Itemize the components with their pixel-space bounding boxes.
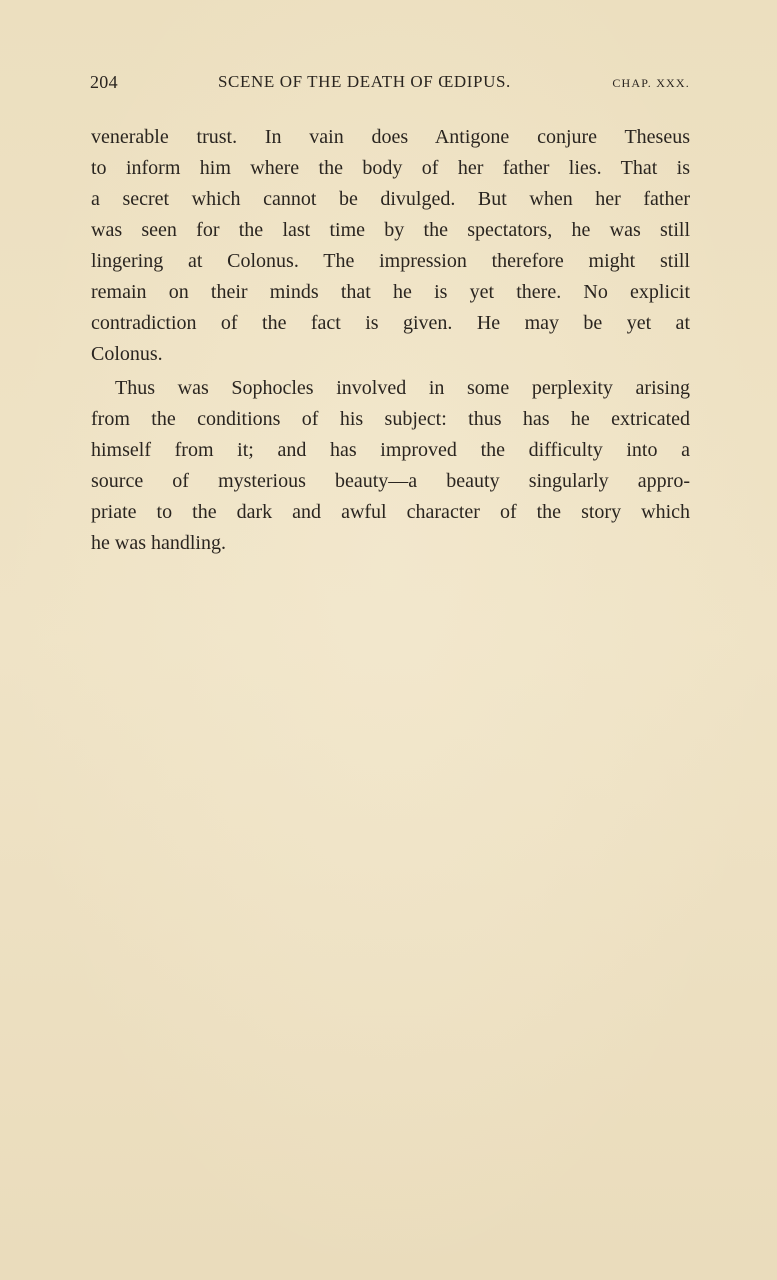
text-line: he was handling. <box>91 532 226 554</box>
paragraph <box>91 373 690 559</box>
text-line: was seen for the last time by the spectators, he was still <box>91 219 690 241</box>
text-line: a secret which cannot be divulged. But when her father <box>91 188 690 210</box>
text-line: source of mysterious beauty—a beauty singularly appro- <box>91 470 690 492</box>
chapter-label: CHAP. XXX. <box>612 76 690 90</box>
page-number: 204 <box>90 72 118 92</box>
text-line: lingering at Colonus. The impression therefore might still <box>91 250 690 272</box>
text-line: Thus was Sophocles involved in some perplexity arising <box>115 377 690 399</box>
running-title: SCENE OF THE DEATH OF ŒDIPUS. <box>218 72 511 91</box>
text-line: Colonus. <box>91 343 163 365</box>
text-line: contradiction of the fact is given. He may be yet at <box>91 312 690 334</box>
text-line: priate to the dark and awful character of the story which <box>91 501 690 523</box>
paragraph <box>91 122 690 370</box>
page-header <box>90 70 690 100</box>
text-line: venerable trust. In vain does Antigone conjure Theseus <box>91 126 690 148</box>
text-line: to inform him where the body of her father lies. That is <box>91 157 690 179</box>
body-text <box>91 122 690 559</box>
text-line: remain on their minds that he is yet there. No explicit <box>91 281 690 303</box>
text-line: himself from it; and has improved the difficulty into a <box>91 439 690 461</box>
text-line: from the conditions of his subject: thus has he extricated <box>91 408 690 430</box>
